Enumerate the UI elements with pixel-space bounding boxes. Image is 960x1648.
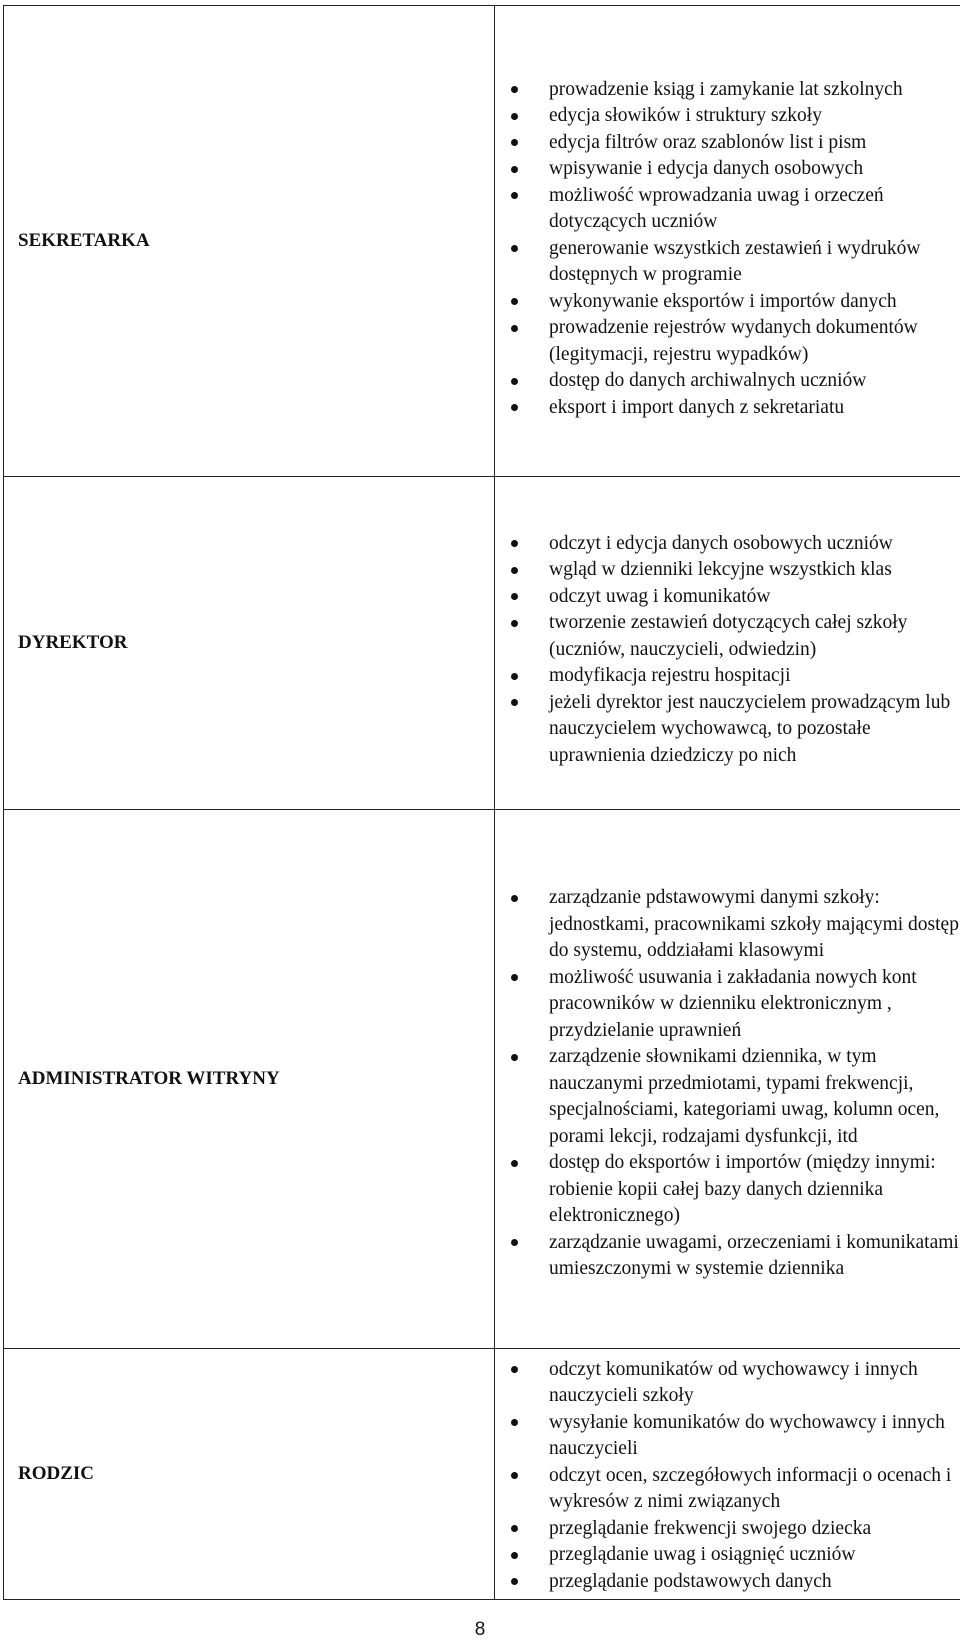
role-row-rodzic [4,1349,960,1600]
permission-item: tworzenie zestawień dotyczących całej szkoły (uczniów, nauczycieli, odwiedzin) [549,610,960,663]
permission-item: generowanie wszystkich zestawień i wydruków dostępnych w programie [549,236,960,289]
role-name: ADMINISTRATOR WITRYNY [18,1068,280,1089]
permission-item: edycja filtrów oraz szablonów list i pism [549,130,960,157]
role-name: DYREKTOR [18,632,128,653]
permission-item: edycja słowików i struktury szkoły [549,103,960,130]
role-name-cell [4,477,495,810]
role-name-cell [4,1349,495,1600]
permission-item: dostęp do eksportów i importów (między innymi: robienie kopii całej bazy danych dziennika elektronicznego) [549,1150,960,1230]
permission-item: odczyt komunikatów od wychowawcy i innych nauczycieli szkoły [549,1357,960,1410]
role-name-cell [4,6,495,477]
role-name: RODZIC [18,1463,95,1484]
page-number: 8 [474,1619,486,1640]
permission-item: modyfikacja rejestru hospitacji [549,663,960,690]
permission-item: zarządzanie uwagami, orzeczeniami i komunikatami umieszczonymi w systemie dziennika [549,1230,960,1283]
permission-item: prowadzenie ksiąg i zamykanie lat szkolnych [549,77,960,104]
permission-item: jeżeli dyrektor jest nauczycielem prowadzącym lub nauczycielem wychowawcą, to pozostałe uprawnienia dziedziczy po nich [549,690,960,770]
permission-item: wysyłanie komunikatów do wychowawcy i innych nauczycieli [549,1410,960,1463]
permission-item: wykonywanie eksportów i importów danych [549,289,960,316]
permissions-cell [495,1349,960,1600]
permission-item: dostęp do danych archiwalnych uczniów [549,368,960,395]
permission-item: eksport i import danych z sekretariatu [549,395,960,422]
permissions-cell [495,6,960,477]
permissions-list [495,1353,960,1596]
role-name: SEKRETARKA [18,230,150,251]
permission-item: prowadzenie rejestrów wydanych dokumentów (legitymacji, rejestru wypadków) [549,315,960,368]
role-row-dyrektor [4,477,960,810]
permission-item: przeglądanie podstawowych danych [549,1569,960,1596]
permissions-list [495,875,960,1283]
permission-item: odczyt i edycja danych osobowych uczniów [549,531,960,558]
roles-permissions-table [3,5,960,1600]
role-name-cell [4,810,495,1349]
role-row-sekretarka [4,6,960,477]
role-row-administrator-witryny [4,810,960,1349]
permission-item: przeglądanie frekwencji swojego dziecka [549,1516,960,1543]
permission-item: wgląd w dzienniki lekcyjne wszystkich klas [549,557,960,584]
permission-item: możliwość wprowadzania uwag i orzeczeń dotyczących uczniów [549,183,960,236]
permission-item: odczyt uwag i komunikatów [549,584,960,611]
permissions-list [495,517,960,770]
permissions-cell [495,810,960,1349]
permissions-cell [495,477,960,810]
permission-item: odczyt ocen, szczegółowych informacji o ocenach i wykresów z nimi związanych [549,1463,960,1516]
permission-item: przeglądanie uwag i osiągnięć uczniów [549,1542,960,1569]
permission-item: możliwość usuwania i zakładania nowych kont pracowników w dzienniku elektronicznym , przydzielanie uprawnień [549,965,960,1045]
permission-item: zarządzenie słownikami dziennika, w tym nauczanymi przedmiotami, typami frekwencji, specjalnościami, kategoriami uwag, kolumn ocen, porami lekcji, rodzajami dysfunkcji, itd [549,1044,960,1150]
permissions-list [495,47,960,436]
permission-item: wpisywanie i edycja danych osobowych [549,156,960,183]
permission-item: zarządzanie pdstawowymi danymi szkoły: jednostkami, pracownikami szkoły mającymi dostęp do systemu, oddziałami klasowymi [549,885,960,965]
